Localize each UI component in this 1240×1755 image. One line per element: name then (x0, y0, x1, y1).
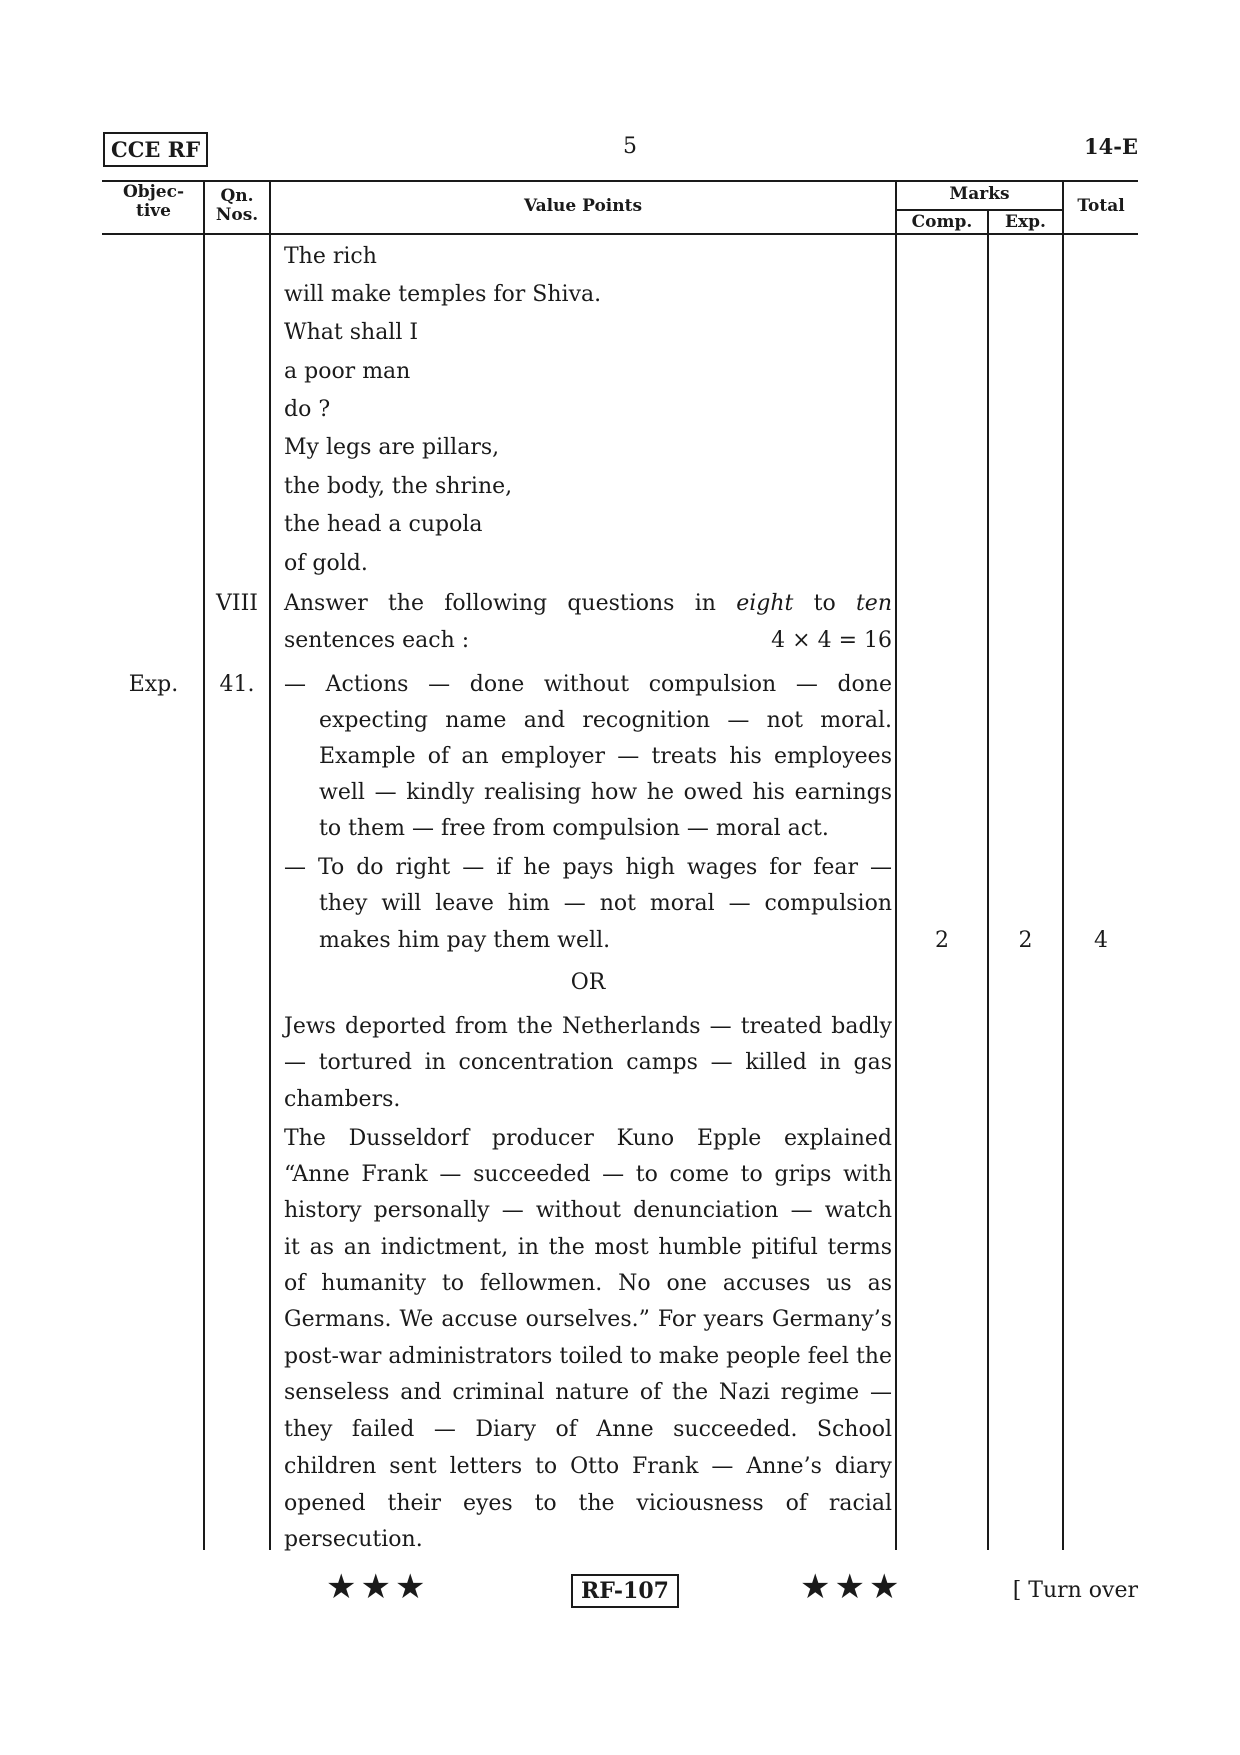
marks-sub-rule (895, 209, 1062, 211)
answer-line: history personally — without denunciation — watch (284, 1198, 892, 1223)
footer-stars-left: ★★★ (326, 1567, 430, 1607)
objective-value: Exp. (128, 672, 179, 697)
poem-line: a poor man (284, 359, 411, 384)
answer-line: senseless and criminal nature of the Nazi regime — (284, 1380, 892, 1405)
comp-header: Comp. (911, 212, 973, 232)
col-divider-1 (203, 180, 205, 1550)
answer-line: — To do right — if he pays high wages for fear — (284, 855, 892, 880)
answer-line: — Actions — done without compulsion — done (284, 672, 892, 697)
poem-line: do ? (284, 397, 331, 422)
col-divider-4 (987, 209, 989, 1550)
answer-line: expecting name and recognition — not moral. (319, 708, 892, 733)
paper-code-box: CCE RF (103, 132, 208, 167)
answer-line: The Dusseldorf producer Kuno Epple explained (284, 1126, 892, 1151)
answer-line: they will leave him — not moral — compulsion (319, 891, 892, 916)
answer-line: “Anne Frank — succeeded — to come to grips with (284, 1162, 892, 1187)
answer-line: persecution. (284, 1527, 423, 1552)
answer-line: Example of an employer — treats his employees (319, 744, 892, 769)
marks-formula: 4 × 4 = 16 (771, 628, 892, 653)
or-separator: OR (570, 970, 606, 995)
poem-line: the head a cupola (284, 512, 483, 537)
answer-line: opened their eyes to the viciousness of racial (284, 1491, 892, 1516)
table-top-rule (102, 180, 1138, 182)
answer-line: post-war administrators toiled to make people feel the (284, 1344, 892, 1369)
value-points-header: Value Points (523, 196, 643, 216)
answer-line: they failed — Diary of Anne succeeded. School (284, 1417, 892, 1442)
answer-line: makes him pay them well. (319, 928, 611, 953)
col-divider-5 (1062, 180, 1064, 1550)
exp-header: Exp. (1005, 212, 1046, 232)
question-number: 41. (219, 672, 255, 697)
total-marks: 4 (1094, 928, 1108, 953)
header-bottom-rule (102, 233, 1138, 235)
answer-line: well — kindly realising how he owed his earnings (319, 780, 892, 805)
subject-code: 14-E (1084, 134, 1138, 159)
exp-marks: 2 (1018, 928, 1033, 953)
col-divider-2 (269, 180, 271, 1550)
poem-line: The rich (284, 244, 377, 269)
poem-line: the body, the shrine, (284, 474, 513, 499)
answer-line: Germans. We accuse ourselves.” For years Germany’s (284, 1307, 892, 1332)
answer-line: of humanity to fellowmen. No one accuses us as (284, 1271, 892, 1296)
comp-marks: 2 (935, 928, 949, 953)
col-divider-3 (895, 180, 897, 1550)
turn-over-note: [ Turn over (1012, 1578, 1138, 1603)
marks-header: Marks (949, 184, 1010, 204)
section-instruction-line2: sentences each : 4 × 4 = 16 (284, 628, 892, 653)
section-number: VIII (216, 591, 258, 616)
poem-line: What shall I (284, 320, 419, 345)
answer-line: children sent letters to Otto Frank — Anne’s diary (284, 1454, 892, 1479)
footer-code-box: RF-107 (571, 1574, 679, 1608)
answer-line: chambers. (284, 1087, 401, 1112)
page-number: 5 (623, 134, 637, 159)
total-header: Total (1077, 196, 1125, 216)
objective-header: Objec- tive (122, 182, 185, 221)
qn-nos-header: Qn. Nos. (215, 186, 259, 225)
answer-line: to them — free from compulsion — moral act. (319, 816, 829, 841)
answer-line: it as an indictment, in the most humble pitiful terms (284, 1235, 892, 1260)
poem-line: of gold. (284, 551, 368, 576)
answer-line: — tortured in concentration camps — killed in gas (284, 1050, 892, 1075)
footer-stars-right: ★★★ (800, 1567, 904, 1607)
poem-line: My legs are pillars, (284, 435, 500, 460)
poem-line: will make temples for Shiva. (284, 282, 602, 307)
answer-line: Jews deported from the Netherlands — treated badly (284, 1014, 892, 1039)
section-instruction: Answer the following questions in eight to ten (284, 591, 892, 616)
